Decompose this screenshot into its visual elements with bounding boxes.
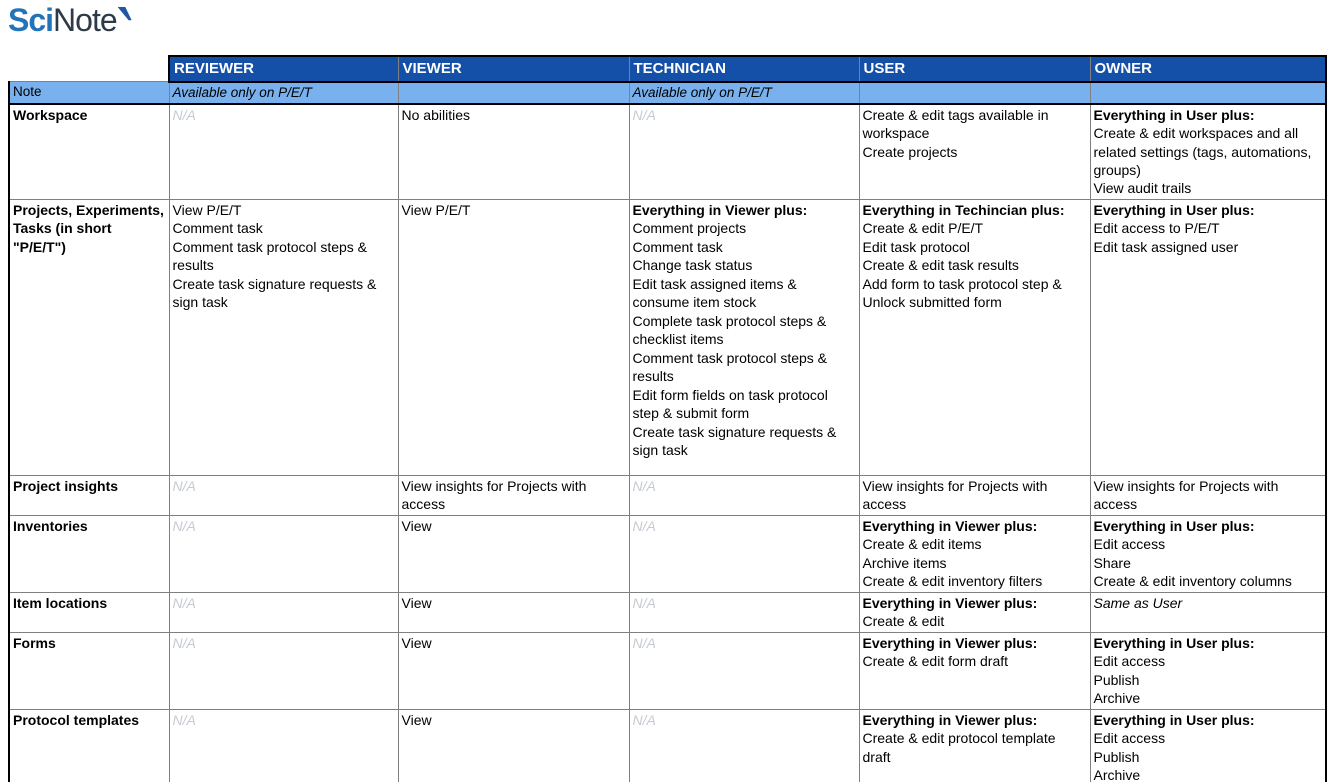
table-row [9, 475, 1326, 515]
permission-cell [629, 632, 859, 709]
cell-line: Comment task protocol steps & results [632, 349, 828, 385]
permission-cell [169, 104, 398, 200]
cell-line: Create & edit protocol template draft [862, 730, 1056, 765]
na-value: N/A [172, 477, 196, 494]
permission-cell [398, 632, 629, 709]
cell-line: Create & edit inventory columns [1093, 573, 1292, 590]
cell-heading: Everything in Viewer plus: [862, 634, 1038, 651]
cell-heading: Everything in Viewer plus: [632, 201, 808, 218]
cell-line: Comment task protocol steps & results [172, 238, 368, 274]
column-header-user: USER [859, 56, 1090, 82]
permission-cell [859, 515, 1090, 592]
cell-line: Create & edit tags available in workspace [862, 106, 1049, 142]
cell-line: Publish [1093, 671, 1140, 688]
cell-line: Edit access [1093, 653, 1166, 670]
cell-line: Create & edit [862, 613, 945, 630]
permission-cell [629, 709, 859, 782]
note-cell: Available only on P/E/T [629, 82, 859, 104]
cell-line: Create & edit P/E/T [862, 220, 984, 237]
logo-text-note: Note [53, 2, 117, 38]
cell-heading: Everything in User plus: [1093, 201, 1255, 218]
permissions-table [8, 55, 1327, 782]
row-label: Workspace [9, 104, 169, 200]
permission-cell [1090, 104, 1326, 200]
permission-cell [629, 475, 859, 515]
cell-line: Create & edit items [862, 536, 982, 553]
permission-cell [859, 475, 1090, 515]
permission-cell [398, 515, 629, 592]
permission-cell [859, 632, 1090, 709]
cell-line: View insights for Projects with access [862, 477, 1048, 513]
permission-cell [1090, 632, 1326, 709]
cell-line: Create & edit form draft [862, 653, 1009, 670]
permission-cell [1090, 592, 1326, 632]
table-row [9, 709, 1326, 782]
cell-line: Publish [1093, 748, 1140, 765]
na-value: N/A [172, 106, 196, 123]
cell-line: Edit task protocol [862, 238, 970, 255]
row-label: Project insights [9, 475, 169, 515]
cell-line: Edit task assigned user [1093, 238, 1239, 255]
cell-line: Complete task protocol steps & checklist items [632, 312, 827, 348]
table-row [9, 515, 1326, 592]
cell-line: View insights for Projects with access [1093, 477, 1279, 513]
permission-cell [1090, 709, 1326, 782]
na-value: N/A [172, 594, 196, 611]
permission-cell [1090, 515, 1326, 592]
cell-heading: Everything in Viewer plus: [862, 711, 1038, 728]
cell-heading: Everything in User plus: [1093, 711, 1255, 728]
cell-heading: Everything in Viewer plus: [862, 517, 1038, 534]
cell-line: Create & edit workspaces and all related settings (tags, automations, groups) [1093, 125, 1312, 179]
cell-line: No abilities [401, 106, 470, 123]
cell-line: Archive [1093, 690, 1141, 707]
cell-line: Create & edit inventory filters [862, 573, 1043, 590]
column-header-viewer: VIEWER [398, 56, 629, 82]
na-value: N/A [172, 517, 196, 534]
permission-cell [398, 592, 629, 632]
cell-line: View [401, 711, 432, 728]
cell-line: Add form to task protocol step & Unlock submitted form [862, 275, 1062, 311]
cell-heading: Everything in Viewer plus: [862, 594, 1038, 611]
na-value: N/A [632, 594, 656, 611]
note-cell: Available only on P/E/T [169, 82, 398, 104]
table-row [9, 199, 1326, 475]
note-row [9, 82, 1326, 104]
table-row [9, 104, 1326, 200]
row-label: Protocol templates [9, 709, 169, 782]
cell-line: Change task status [632, 257, 753, 274]
permission-cell [169, 475, 398, 515]
cell-line: Create projects [862, 143, 958, 160]
column-header-owner: OWNER [1090, 56, 1326, 82]
row-label-note: Note [9, 82, 169, 104]
permission-cell [169, 709, 398, 782]
na-value: N/A [172, 634, 196, 651]
cell-line: Edit access to P/E/T [1093, 220, 1220, 237]
permission-cell [629, 104, 859, 200]
cell-line: Archive [1093, 767, 1141, 782]
table-corner-blank [9, 56, 169, 82]
permission-cell [1090, 199, 1326, 475]
cell-line: View P/E/T [172, 201, 242, 218]
permission-cell [398, 104, 629, 200]
logo-quill-icon [118, 7, 132, 22]
cell-line: Same as User [1093, 594, 1183, 611]
permission-cell [859, 592, 1090, 632]
na-value: N/A [632, 477, 656, 494]
cell-line: Create & edit task results [862, 257, 1019, 274]
column-header-technician: TECHNICIAN [629, 56, 859, 82]
cell-line: View P/E/T [401, 201, 471, 218]
permission-cell [859, 199, 1090, 475]
table-row [9, 632, 1326, 709]
note-cell [859, 82, 1090, 104]
cell-line: View [401, 634, 432, 651]
cell-line: Comment task [632, 238, 723, 255]
cell-line: Comment projects [632, 220, 747, 237]
cell-heading: Everything in Techincian plus: [862, 201, 1065, 218]
scinote-logo [8, 4, 132, 36]
cell-line: View [401, 517, 432, 534]
cell-line: Edit task assigned items & consume item stock [632, 275, 797, 311]
cell-line: View audit trails [1093, 180, 1192, 197]
cell-line: View insights for Projects with access [401, 477, 587, 513]
permission-cell [629, 592, 859, 632]
permission-cell [629, 515, 859, 592]
cell-line: Archive items [862, 554, 947, 571]
permission-cell [169, 592, 398, 632]
cell-line: Create task signature requests & sign task [172, 275, 377, 311]
cell-line: Edit access [1093, 730, 1166, 747]
na-value: N/A [172, 711, 196, 728]
na-value: N/A [632, 106, 656, 123]
na-value: N/A [632, 711, 656, 728]
cell-line: Create task signature requests & sign task [632, 423, 837, 459]
column-header-reviewer: REVIEWER [169, 56, 398, 82]
permission-cell [398, 475, 629, 515]
permission-cell [629, 199, 859, 475]
row-label: Inventories [9, 515, 169, 592]
na-value: N/A [632, 634, 656, 651]
row-label: Forms [9, 632, 169, 709]
note-cell [398, 82, 629, 104]
cell-line: Share [1093, 554, 1131, 571]
table-row [9, 592, 1326, 632]
cell-line: View [401, 594, 432, 611]
cell-heading: Everything in User plus: [1093, 106, 1255, 123]
header-row [9, 56, 1326, 82]
cell-line: Edit access [1093, 536, 1166, 553]
cell-line: Comment task [172, 220, 263, 237]
cell-line: Edit form fields on task protocol step & submit form [632, 386, 828, 422]
row-label: Projects, Experiments, Tasks (in short "P/E/T") [9, 199, 169, 475]
logo-text-sci: Sci [8, 2, 54, 38]
note-cell [1090, 82, 1326, 104]
cell-heading: Everything in User plus: [1093, 517, 1255, 534]
na-value: N/A [632, 517, 656, 534]
cell-heading: Everything in User plus: [1093, 634, 1255, 651]
permission-cell [398, 199, 629, 475]
permission-cell [398, 709, 629, 782]
permission-cell [859, 104, 1090, 200]
permission-cell [859, 709, 1090, 782]
row-label: Item locations [9, 592, 169, 632]
permission-cell [169, 199, 398, 475]
permission-cell [1090, 475, 1326, 515]
permission-cell [169, 515, 398, 592]
permission-cell [169, 632, 398, 709]
